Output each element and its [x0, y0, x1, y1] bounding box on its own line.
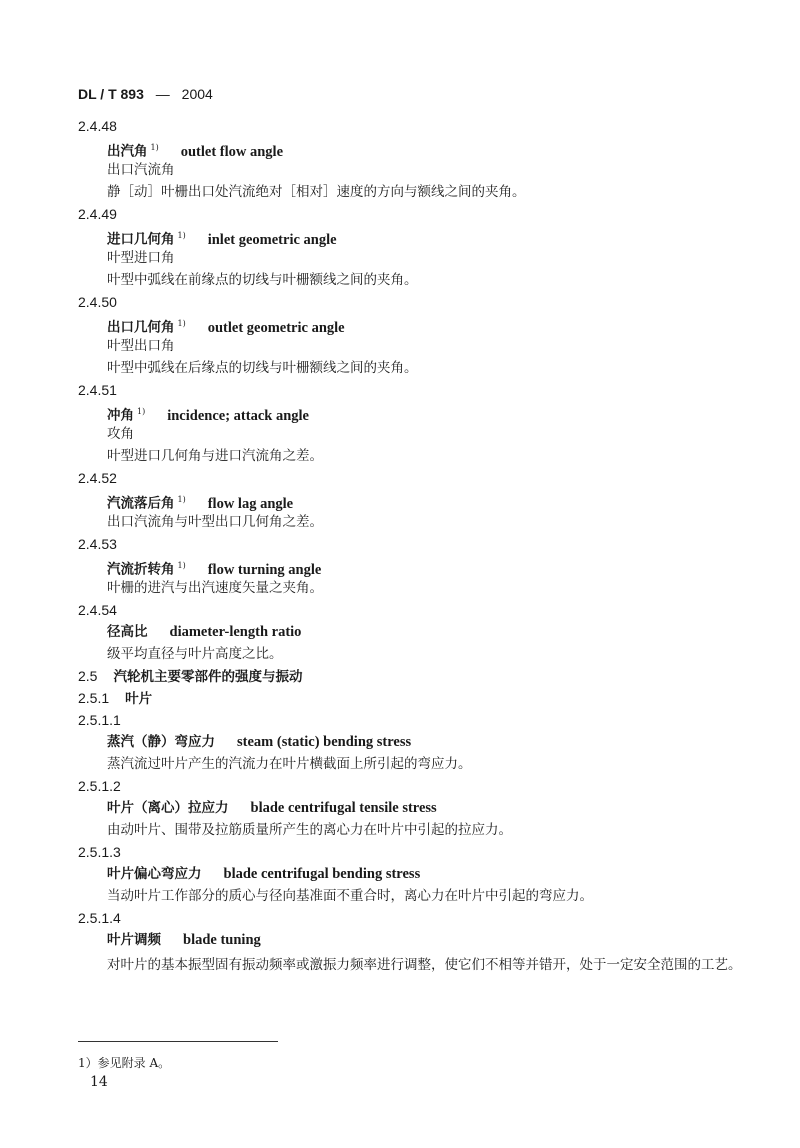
term-number: 2.4.53 — [78, 536, 117, 552]
term-heading — [78, 313, 768, 335]
term-heading — [78, 555, 768, 577]
section-number: 2.5.1 — [78, 690, 110, 706]
term-number: 2.4.48 — [78, 118, 117, 134]
term-definition: 对叶片的基本振型固有振动频率或激振力频率进行调整，使它们不相等并错开，处于一定安全范围的工艺。 — [107, 957, 742, 973]
term-heading — [78, 929, 768, 951]
term-heading — [78, 401, 768, 423]
term-chinese: 径高比 — [107, 624, 148, 640]
term-heading — [78, 797, 768, 819]
term-definition: 级平均直径与叶片高度之比。 — [107, 646, 283, 662]
term-number: 2.4.49 — [78, 206, 117, 222]
term-chinese: 出汽角 — [107, 143, 148, 160]
term-chinese: 汽流折转角 — [107, 561, 175, 578]
term-number: 2.5.1.1 — [78, 712, 121, 728]
term-heading — [78, 731, 768, 753]
term-number: 2.4.50 — [78, 294, 117, 310]
footnote-ref: 1) — [137, 407, 146, 416]
term-definition: 蒸汽流过叶片产生的汽流力在叶片横截面上所引起的弯应力。 — [107, 756, 472, 772]
term-english: flow lag angle — [207, 495, 294, 512]
footnote-ref: 1) — [150, 143, 159, 152]
term-definition: 静［动］叶栅出口处汽流绝对［相对］速度的方向与额线之间的夹角。 — [107, 184, 526, 200]
page-number: 14 — [90, 1074, 108, 1090]
footnote-ref: 1) — [177, 231, 186, 240]
term-heading — [78, 489, 768, 511]
term-chinese: 冲角 — [107, 407, 134, 424]
term-definition: 叶型进口几何角与进口汽流角之差。 — [107, 448, 323, 464]
term-synonym: 叶型进口角 — [107, 250, 175, 266]
term-chinese: 蒸汽（静）弯应力 — [107, 734, 215, 750]
term-english: outlet flow angle — [180, 143, 284, 160]
term-number: 2.4.51 — [78, 382, 117, 398]
term-heading — [78, 137, 768, 159]
section-title: 汽轮机主要零部件的强度与振动 — [113, 669, 303, 685]
term-definition: 出口汽流角与叶型出口几何角之差。 — [107, 514, 323, 530]
section-title: 叶片 — [125, 691, 153, 707]
term-heading — [78, 621, 768, 643]
term-chinese: 叶片（离心）拉应力 — [107, 800, 229, 816]
term-heading — [78, 863, 768, 885]
document-header — [78, 86, 213, 102]
term-chinese: 叶片偏心弯应力 — [107, 866, 202, 882]
term-number: 2.4.54 — [78, 602, 117, 618]
term-number: 2.4.52 — [78, 470, 117, 486]
term-heading — [78, 225, 768, 247]
term-english: steam (static) bending stress — [237, 734, 412, 750]
term-definition: 由动叶片、围带及拉筋质量所产生的离心力在叶片中引起的拉应力。 — [107, 822, 512, 838]
term-chinese: 进口几何角 — [107, 231, 175, 248]
term-number: 2.5.1.4 — [78, 910, 121, 926]
term-english: blade centrifugal tensile stress — [250, 800, 437, 816]
term-english: flow turning angle — [207, 561, 322, 578]
term-definition: 叶型中弧线在后缘点的切线与叶栅额线之间的夹角。 — [107, 360, 418, 376]
term-number: 2.5.1.2 — [78, 778, 121, 794]
term-english: blade centrifugal bending stress — [223, 866, 421, 882]
footnote-ref: 1) — [177, 561, 186, 570]
term-synonym: 攻角 — [107, 426, 134, 442]
glossary-content — [78, 115, 768, 978]
term-english: incidence; attack angle — [167, 407, 309, 424]
term-english: outlet geometric angle — [207, 319, 345, 336]
standard-code: DL / T 893 — [78, 86, 144, 102]
section-number: 2.5 — [78, 668, 98, 684]
term-definition: 当动叶片工作部分的质心与径向基准面不重合时，离心力在叶片中引起的弯应力。 — [107, 888, 593, 904]
term-chinese: 汽流落后角 — [107, 495, 175, 512]
footnote-ref: 1) — [177, 495, 186, 504]
term-english: diameter-length ratio — [169, 624, 302, 640]
footnote-divider — [78, 1041, 278, 1042]
term-synonym: 叶型出口角 — [107, 338, 175, 354]
footnote: 1）参见附录 A。 — [78, 1056, 171, 1070]
term-chinese: 叶片调频 — [107, 932, 161, 948]
term-definition: 叶型中弧线在前缘点的切线与叶栅额线之间的夹角。 — [107, 272, 418, 288]
section-heading — [78, 687, 768, 709]
section-heading — [78, 665, 768, 687]
term-english: inlet geometric angle — [207, 231, 337, 248]
term-english: blade tuning — [183, 932, 261, 948]
term-synonym: 出口汽流角 — [107, 162, 175, 178]
term-definition: 叶栅的进汽与出汽速度矢量之夹角。 — [107, 580, 323, 596]
term-chinese: 出口几何角 — [107, 319, 175, 336]
term-number: 2.5.1.3 — [78, 844, 121, 860]
footnote-ref: 1) — [177, 319, 186, 328]
header-dash: — — [155, 86, 170, 102]
standard-year: 2004 — [181, 86, 213, 102]
